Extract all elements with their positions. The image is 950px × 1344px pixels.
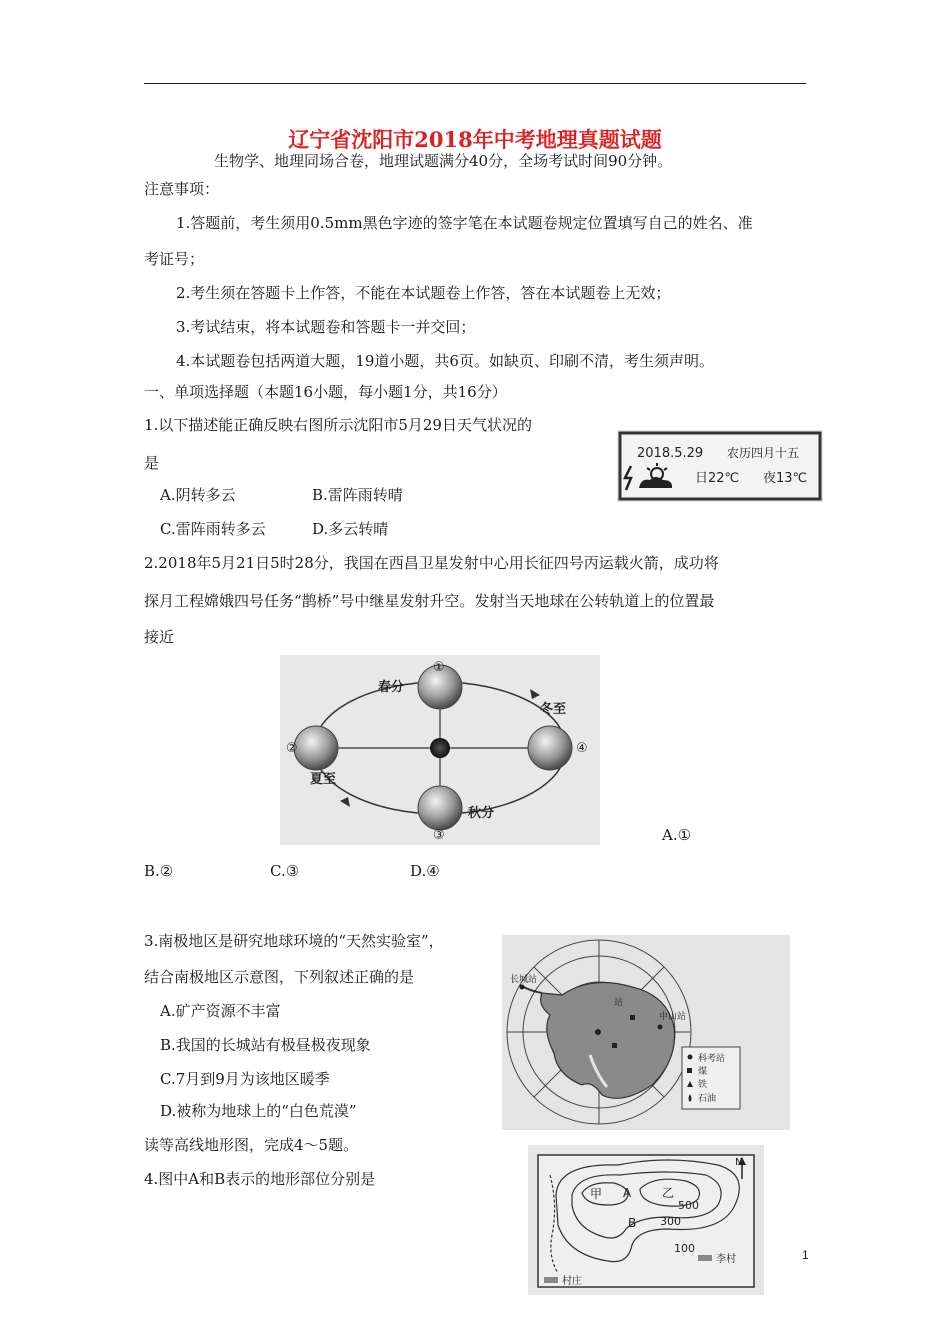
label-autumn-equinox: 秋分 (468, 806, 495, 821)
weather-night-temp: 夜13℃ (763, 471, 808, 486)
q2-option-d: D.④ (410, 862, 440, 880)
header-rule (144, 83, 806, 84)
notice-heading: 注意事项： (144, 180, 220, 198)
q3-option-a: A.矿产资源不丰富 (160, 1002, 281, 1020)
q2-option-c: C.③ (270, 862, 300, 880)
peak-jia: 甲 (590, 1187, 603, 1201)
legend-station: 科考站 (698, 1054, 726, 1064)
weather-figure (617, 430, 823, 502)
contour-label-500: 500 (678, 1199, 699, 1212)
q2-stem-cont-1: 探月工程嫦娥四号任务“鹊桥”号中继星发射升空。发射当天地球在公转轨道上的位置最 (144, 592, 715, 610)
peak-yi: 乙 (662, 1186, 675, 1200)
legend-iron: 铁 (698, 1080, 708, 1090)
q1-option-b: B.雷阵雨转晴 (312, 486, 403, 504)
notice-item-1: 1.答题前，考生须用0.5mm黑色字迹的签字笔在本试题卷规定位置填写自己的姓名、准 (176, 214, 753, 232)
legend-coal: 煤 (698, 1067, 708, 1077)
sun-icon (430, 738, 450, 758)
map-label-zhongshan: 中山站 (659, 1012, 687, 1022)
label-summer-solstice: 夏至 (310, 772, 337, 787)
q2-stem: 2.2018年5月21日5时28分，我国在西昌卫星发射中心用长征四号丙运载火箭，成功将 (144, 554, 719, 572)
orbit-num-1: ① (433, 660, 445, 675)
contour-map-figure (528, 1145, 764, 1295)
map-label-changcheng: 长城站 (510, 975, 538, 985)
q3-option-b: B.我国的长城站有极昼极夜现象 (160, 1036, 371, 1054)
weather-date: 2018.5.29 (637, 446, 704, 461)
page-title: 辽宁省沈阳市2018年中考地理真题试题 (288, 127, 662, 152)
q1-option-d: D.多云转晴 (312, 520, 389, 538)
q1-option-a: A.阴转多云 (160, 486, 236, 504)
point-a: A (623, 1186, 632, 1200)
weather-day-temp: 日22℃ (695, 471, 740, 486)
notice-item-1-cont: 考证号； (144, 250, 205, 268)
contour-label-100: 100 (674, 1242, 695, 1255)
orbit-num-3: ③ (433, 828, 445, 843)
section-heading: 一、单项选择题（本题16小题，每小题1分，共16分） (144, 383, 507, 401)
q2-stem-cont-2: 接近 (144, 628, 175, 646)
q3-stem: 3.南极地区是研究地球环境的“天然实验室”， (144, 932, 444, 950)
north-label: N (735, 1157, 743, 1168)
label-spring-equinox: 春分 (378, 680, 405, 695)
page-subtitle: 生物学、地理同场合卷，地理试题满分40分，全场考试时间90分钟。 (214, 152, 673, 170)
q2-option-a: A.① (662, 826, 692, 844)
q3-option-c: C.7月到9月为该地区暖季 (160, 1070, 330, 1088)
antarctica-map-figure (502, 935, 790, 1130)
q1-stem: 1.以下描述能正确反映右图所示沈阳市5月29日天气状况的 (144, 416, 532, 434)
q45-intro: 读等高线地形图，完成4～5题。 (144, 1136, 359, 1154)
q4-stem: 4.图中A和B表示的地形部位分别是 (144, 1170, 376, 1188)
village-li: 李村 (716, 1254, 736, 1265)
q3-option-d: D.被称为地球上的“白色荒漠” (160, 1102, 357, 1120)
q1-stem-cont: 是 (144, 454, 160, 472)
earth-summer-icon (294, 726, 338, 770)
contour-label-300: 300 (660, 1215, 681, 1228)
legend-oil: 石油 (698, 1094, 717, 1104)
map-label-station: 站 (614, 998, 624, 1008)
q2-option-b: B.② (144, 862, 174, 880)
weather-lunar: 农历四月十五 (727, 446, 800, 460)
earth-winter-icon (528, 726, 572, 770)
page-number: 1 (802, 1248, 809, 1262)
q1-option-c: C.雷阵雨转多云 (160, 520, 266, 538)
earth-autumn-icon (418, 786, 462, 830)
orbit-num-2: ② (286, 741, 298, 756)
q3-stem-cont: 结合南极地区示意图，下列叙述正确的是 (144, 968, 415, 986)
notice-item-2: 2.考生须在答题卡上作答，不能在本试题卷上作答，答在本试题卷上无效； (176, 284, 671, 302)
notice-item-4: 4.本试题卷包括两道大题，19道小题，共6页。如缺页、印刷不清，考生须声明。 (176, 352, 714, 370)
notice-item-3: 3.考试结束，将本试题卷和答题卡一并交回； (176, 318, 476, 336)
label-winter-solstice: 冬至 (540, 702, 567, 717)
legend-village: 村庄 (562, 1276, 582, 1287)
point-b: B (628, 1216, 637, 1230)
earth-orbit-figure (280, 655, 600, 845)
orbit-num-4: ④ (576, 741, 588, 756)
